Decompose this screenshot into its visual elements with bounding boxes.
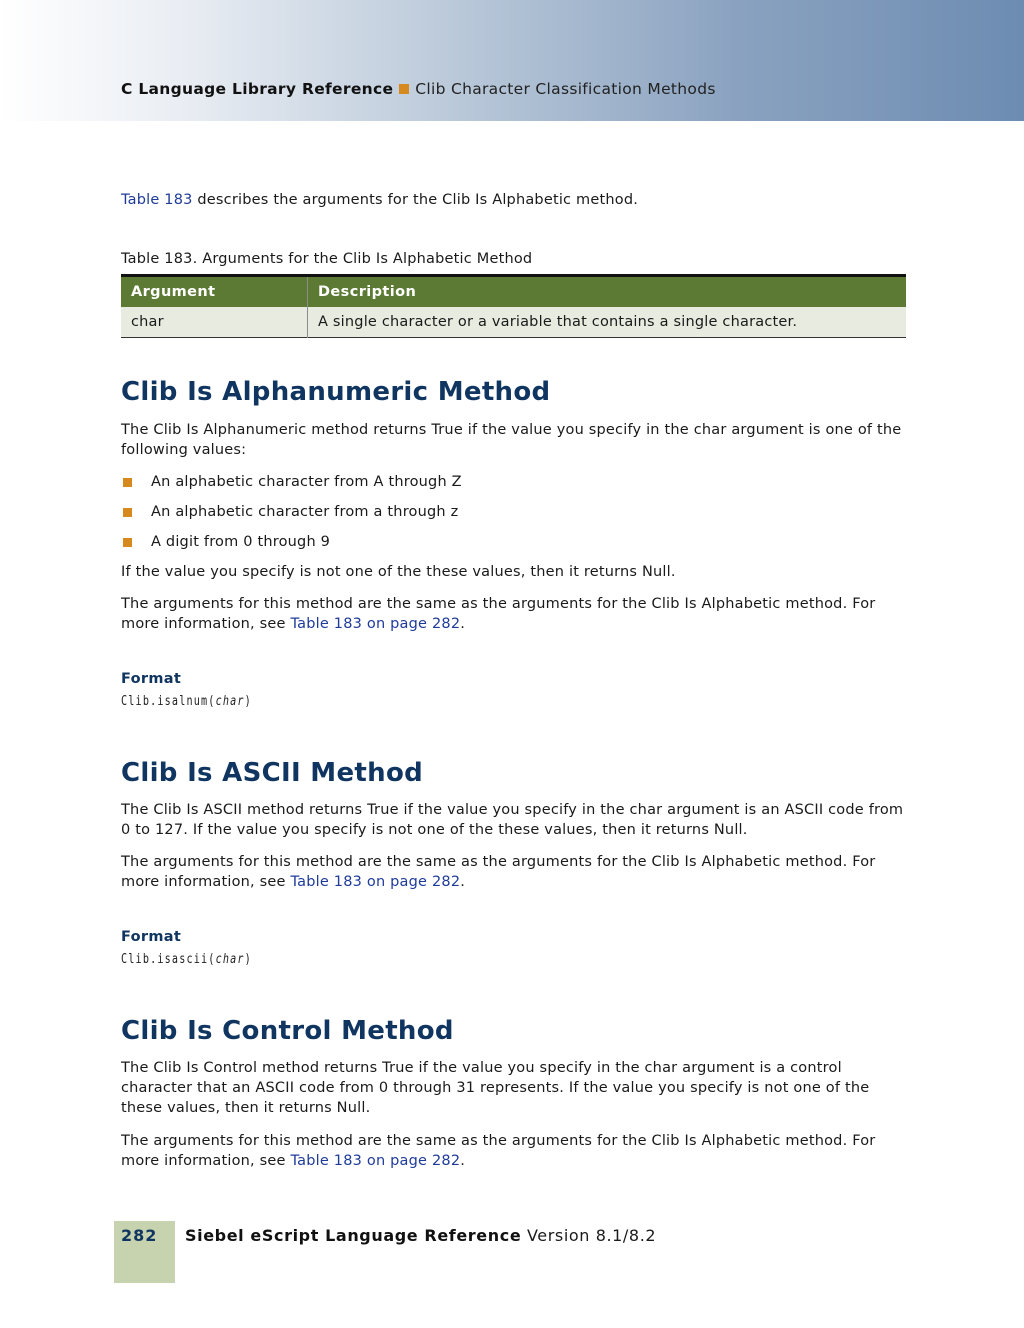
ascii-description: The Clib Is ASCII method returns True if the value you specify in the char argument is an ASCII code from 0 to 127. If the value you specify is not one of the these values, then it returns Null. — [121, 802, 904, 838]
alnum-description: The Clib Is Alphanumeric method returns True if the value you specify in the char argument is one of the following values: — [121, 422, 902, 458]
alnum-null-note: If the value you specify is not one of the these values, then it returns Null. — [121, 564, 676, 580]
ascii-heading: Clib Is ASCII Method — [121, 758, 424, 788]
table-cell-argument: char — [121, 307, 308, 338]
alnum-heading: Clib Is Alphanumeric Method — [121, 377, 551, 407]
table-183-page-282-link[interactable]: Table 183 on page 282 — [290, 874, 461, 890]
table-cell-description: A single character or a variable that contains a single character. — [308, 307, 907, 338]
ascii-format-code: Clib.isascii(char) — [121, 952, 252, 967]
table-183-page-282-link[interactable]: Table 183 on page 282 — [290, 616, 461, 632]
table-183-page-282-link[interactable]: Table 183 on page 282 — [290, 1153, 461, 1169]
table-183-link[interactable]: Table 183 — [121, 192, 193, 208]
column-header-argument: Argument — [121, 276, 308, 308]
arguments-table — [121, 274, 906, 338]
bullet-square-icon — [123, 508, 132, 517]
column-header-description: Description — [308, 276, 907, 308]
table-row — [121, 307, 906, 338]
bullet-square-icon — [123, 538, 132, 547]
footer-book-title: Siebel eScript Language Reference Version 8.1/8.2 — [185, 1226, 657, 1245]
list-item: A digit from 0 through 9 — [121, 532, 906, 562]
table-header-row — [121, 276, 906, 308]
page-number: 282 — [121, 1226, 158, 1245]
alnum-format-code: Clib.isalnum(char) — [121, 694, 252, 709]
bullet-square-icon — [123, 478, 132, 487]
header-band — [0, 0, 1024, 121]
alnum-arguments-note: The arguments for this method are the same as the arguments for the Clib Is Alphabetic method. For more information, see Table 183 on page 282. — [121, 596, 876, 632]
separator-square-icon — [399, 84, 409, 94]
list-item: An alphabetic character from A through Z — [121, 472, 906, 502]
chapter-title: Clib Character Classification Methods — [415, 80, 716, 98]
alnum-value-list — [121, 472, 906, 562]
running-head — [121, 80, 716, 98]
intro-paragraph: Table 183 describes the arguments for the Clib Is Alphabetic method. — [121, 192, 639, 208]
book-section: C Language Library Reference — [121, 80, 394, 98]
control-heading: Clib Is Control Method — [121, 1016, 454, 1046]
table-caption: Table 183. Arguments for the Clib Is Alphabetic Method — [121, 251, 533, 267]
ascii-arguments-note: The arguments for this method are the same as the arguments for the Clib Is Alphabetic method. For more information, see Table 183 on page 282. — [121, 854, 876, 890]
control-description: The Clib Is Control method returns True if the value you specify in the char argument is a control character that an ASCII code from 0 through 31 represents. If the value you specify is not one of the these values, then it returns Null. — [121, 1060, 870, 1116]
alnum-format-label: Format — [121, 671, 182, 687]
ascii-format-label: Format — [121, 929, 182, 945]
list-item: An alphabetic character from a through z — [121, 502, 906, 532]
control-arguments-note: The arguments for this method are the same as the arguments for the Clib Is Alphabetic method. For more information, see Table 183 on page 282. — [121, 1133, 876, 1169]
